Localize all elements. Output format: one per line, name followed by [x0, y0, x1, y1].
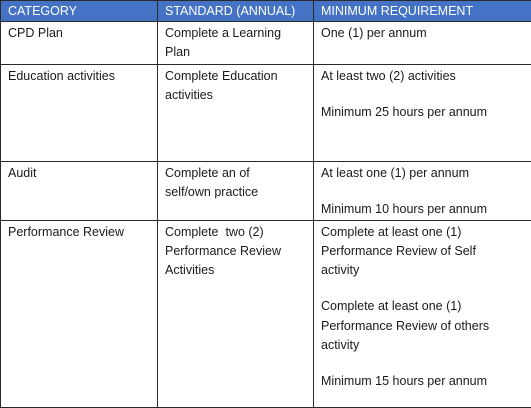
- category-text: CPD Plan: [8, 26, 63, 40]
- standard-cell: [158, 65, 314, 162]
- category-cell: [1, 65, 158, 162]
- table-row: [1, 162, 531, 221]
- requirement-cell: [314, 220, 531, 407]
- requirement-line: Minimum 10 hours per annum: [321, 202, 488, 217]
- standard-line: Plan: [165, 45, 191, 60]
- requirement-line: At least two (2) activities: [321, 69, 456, 83]
- standard-line: activities: [165, 88, 213, 103]
- requirement-line: activity: [321, 263, 360, 278]
- requirement-line: activity: [321, 338, 360, 353]
- requirement-line: Minimum 15 hours per annum: [321, 374, 488, 389]
- header-category: CATEGORY: [1, 1, 158, 22]
- category-text: Audit: [8, 166, 37, 180]
- requirement-cell: [314, 162, 531, 221]
- requirement-line: Performance Review of Self: [321, 243, 476, 258]
- category-cell: [1, 220, 158, 407]
- standard-line: Complete a Learning: [165, 26, 282, 40]
- standard-cell: [158, 162, 314, 221]
- requirement-line: Complete at least one (1): [321, 299, 462, 314]
- header-row: [1, 1, 531, 22]
- standard-cell: [158, 22, 314, 65]
- header-minimum-requirement: MINIMUM REQUIREMENT: [314, 1, 531, 22]
- category-text: Performance Review: [8, 224, 125, 239]
- table-row: [1, 65, 531, 162]
- standard-line: self/own practice: [165, 185, 259, 200]
- category-cell: [1, 22, 158, 65]
- requirement-line: One (1) per annum: [321, 26, 427, 40]
- standard-line: Performance Review: [165, 243, 282, 258]
- table-row: [1, 22, 531, 65]
- standard-line: Activities: [165, 263, 215, 278]
- standard-cell: [158, 220, 314, 407]
- requirement-line: Minimum 25 hours per annum: [321, 105, 488, 120]
- standard-line: Complete two (2): [165, 224, 264, 239]
- requirement-line: At least one (1) per annum: [321, 166, 469, 180]
- requirement-line: Performance Review of others: [321, 318, 490, 333]
- category-cell: [1, 162, 158, 221]
- standard-line: Complete an of: [165, 166, 250, 180]
- header-standard: STANDARD (ANNUAL): [158, 1, 314, 22]
- requirement-line: Complete at least one (1): [321, 224, 462, 239]
- requirement-cell: [314, 22, 531, 65]
- requirement-cell: [314, 65, 531, 162]
- table-row: [1, 220, 531, 407]
- category-text: Education activities: [8, 69, 116, 83]
- standard-line: Complete Education: [165, 69, 278, 83]
